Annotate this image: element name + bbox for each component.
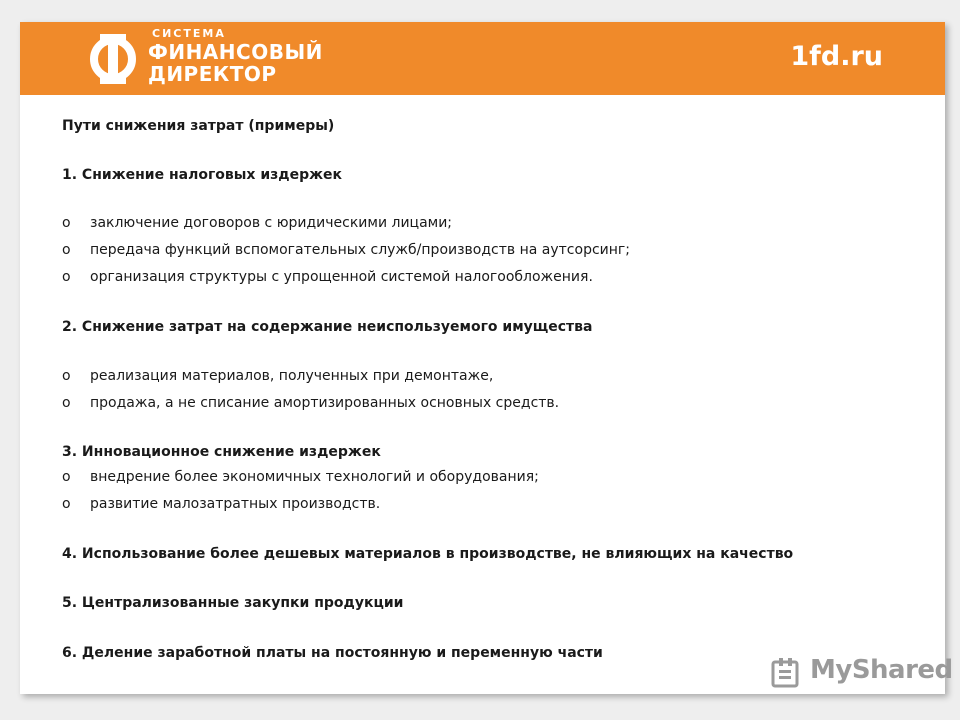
bullet-marker: o	[62, 269, 71, 285]
slide	[20, 22, 945, 694]
list-item-text: передача функций вспомогательных служб/производств на аутсорсинг;	[90, 242, 630, 258]
list-item-text: заключение договоров с юридическими лицами;	[90, 215, 453, 231]
logo-line-1: СИСТЕМА	[152, 27, 226, 40]
list-item	[62, 395, 559, 411]
list-item-text: внедрение более экономичных технологий и оборудования;	[90, 469, 539, 485]
header-banner	[20, 22, 945, 95]
list-item-text: организация структуры с упрощенной системой налогообложения.	[90, 269, 593, 285]
slide-title: Пути снижения затрат (примеры)	[62, 118, 335, 134]
section-heading: 5. Централизованные закупки продукции	[62, 595, 404, 611]
logo-line-2: ФИНАНСОВЫЙ	[148, 40, 323, 64]
section-heading: 2. Снижение затрат на содержание неиспользуемого имущества	[62, 319, 593, 335]
section-heading: 4. Использование более дешевых материалов в производстве, не влияющих на качество	[62, 546, 794, 562]
bullet-marker: o	[62, 242, 71, 258]
bullet-marker: o	[62, 368, 71, 384]
fd-logo-icon	[84, 32, 142, 86]
list-item	[62, 269, 593, 285]
list-item-text: продажа, а не списание амортизированных основных средств.	[90, 395, 560, 411]
bullet-marker: o	[62, 395, 71, 411]
logo-text	[148, 28, 323, 84]
section-heading: 3. Инновационное снижение издержек	[62, 444, 381, 460]
bullet-marker: o	[62, 496, 71, 512]
bullet-marker: o	[62, 215, 71, 231]
list-item-text: реализация материалов, полученных при демонтаже,	[90, 368, 494, 384]
logo-line-3: ДИРЕКТОР	[148, 62, 277, 86]
bullet-marker: o	[62, 469, 71, 485]
watermark	[770, 655, 953, 691]
site-link[interactable]: 1fd.ru	[790, 41, 883, 72]
list-item	[62, 242, 630, 258]
section-heading: 6. Деление заработной платы на постоянную и переменную части	[62, 645, 603, 661]
myshared-logo-icon	[770, 656, 804, 690]
list-item	[62, 215, 452, 231]
list-item	[62, 469, 539, 485]
watermark-text: MyShared	[810, 655, 953, 685]
list-item-text: развитие малозатратных производств.	[90, 496, 381, 512]
list-item	[62, 496, 380, 512]
section-heading: 1. Снижение налоговых издержек	[62, 167, 343, 183]
list-item	[62, 368, 493, 384]
